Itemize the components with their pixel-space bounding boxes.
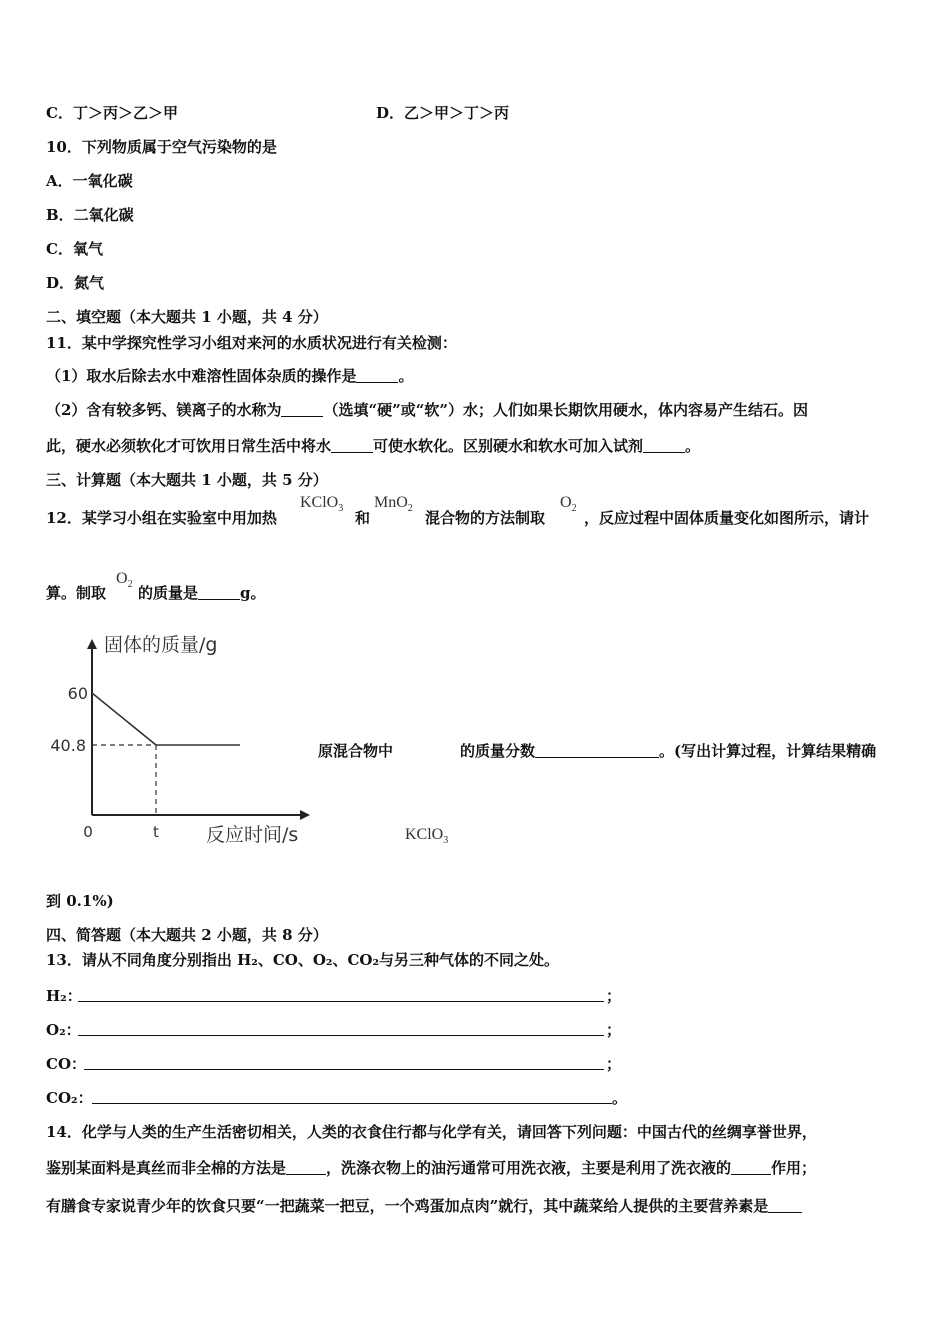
q13-row-co-end: ； [606,1055,622,1073]
formula-kclo3-b-base: KClO [405,826,444,843]
q11-part2-text-a: （2）含有较多钙、镁离子的水称为 [46,401,282,419]
q12-text-a: 12．某学习小组在实验室中用加热 [46,509,277,527]
q14-line2-c: 作用； [771,1159,817,1177]
formula-kclo3-sub: 3 [338,503,344,515]
formula-kclo3 [300,494,343,514]
answer-line-co[interactable] [84,1069,604,1070]
q13-row-co-label: CO： [46,1055,87,1073]
answer-blank[interactable] [768,1198,802,1213]
q11-part2 [46,400,808,420]
origin-label: 0 [83,823,93,841]
answer-line-co2[interactable] [92,1103,612,1104]
q12-right-a: 原混合物中 [318,742,394,760]
q13-row-o2-end: ； [606,1021,622,1039]
q12-text-d: ，反应过程中固体质量变化如图所示，请计 [584,509,870,527]
q13-row-co2-end: 。 [612,1089,628,1107]
q10-stem: 10．下列物质属于空气污染物的是 [46,138,277,156]
formula-mno2 [374,494,413,514]
q13-row-h2-end: ； [606,987,622,1005]
formula-o2-base: O [560,494,572,511]
x-tick-label: t [153,823,159,841]
q11-part1-end: 。 [398,367,414,385]
formula-o2-b-sub: 2 [127,579,133,591]
q11-part2-text-b: （选填“硬”或“软”）水；人们如果长期饮用硬水，体内容易产生结石。因 [323,401,808,419]
formula-o2-sub: 2 [571,503,577,515]
q14-line3-text: 有膳食专家说青少年的饮食只要“一把蔬菜一把豆，一个鸡蛋加点肉”就行，其中蔬菜给人提供的主要营养素是 [46,1197,769,1215]
answer-blank[interactable] [286,1160,326,1175]
q11-part3-end: 。 [685,437,701,455]
q10-option-c: C．氧气 [46,240,103,258]
q12-line2-b [138,583,266,603]
q13-row-o2-label: O₂： [46,1021,81,1039]
q11-part1-text: （1）取水后除去水中难溶性固体杂质的操作是 [46,367,357,385]
q14-line1: 14．化学与人类的生产生活密切相关，人类的衣食住行都与化学有关，请回答下列问题：中国古代的丝绸享誉世界， [46,1123,817,1141]
q14-line2 [46,1158,816,1178]
q11-stem: 11．某中学探究性学习小组对来河的水质状况进行有关检测： [46,334,457,352]
x-axis-arrow [300,810,310,820]
decreasing-segment [92,693,156,745]
q9-option-c: C．丁＞丙＞乙＞甲 [46,104,178,122]
section-3-title: 三、计算题（本大题共 1 小题，共 5 分） [46,471,328,489]
q12-line2-a: 算。制取 [46,584,107,602]
answer-blank[interactable] [281,402,323,417]
q14-line3 [46,1196,802,1216]
answer-blank[interactable] [643,438,685,453]
answer-line-o2[interactable] [78,1035,604,1036]
q11-part1 [46,366,413,386]
q10-option-a: A．一氧化碳 [46,172,133,190]
q12-line2-c-text: g。 [240,584,266,602]
section-2-title: 二、填空题（本大题共 1 小题，共 4 分） [46,308,328,326]
q11-part3-text-a: 此，硬水必须软化才可饮用日常生活中将水 [46,437,332,455]
q12-right-b [460,741,876,761]
answer-blank[interactable] [331,438,373,453]
formula-mno2-base: MnO [374,494,408,511]
y-tick-label: 60 [67,684,88,703]
formula-kclo3-base: KClO [300,494,339,511]
q13-row-co2-label: CO₂： [46,1089,93,1107]
q12-right-b-text: 的质量分数 [460,742,536,760]
q12-right-c-text: 。(写出计算过程，计算结果精确 [659,742,877,760]
x-axis-label: 反应时间/s [206,824,299,846]
answer-blank[interactable] [356,368,398,383]
formula-mno2-sub: 2 [407,503,413,515]
answer-blank[interactable] [731,1160,771,1175]
q14-line2-b: ，洗涤衣物上的油污通常可用洗衣液，主要是利用了洗衣液的 [326,1159,732,1177]
q9-option-d: D．乙＞甲＞丁＞丙 [376,104,510,122]
q13-row-h2-label: H₂： [46,987,82,1005]
q10-option-d: D．氮气 [46,274,105,292]
formula-o2 [560,494,577,514]
mass-time-chart [40,625,330,850]
formula-o2-b [116,570,133,590]
formula-kclo3-b-sub: 3 [443,835,449,847]
section-4-title: 四、简答题（本大题共 2 小题，共 8 分） [46,926,328,944]
answer-line-h2[interactable] [78,1001,604,1002]
q12-text-c: 混合物的方法制取 [425,509,546,527]
q10-option-b: B．二氧化碳 [46,206,134,224]
q12-text-b: 和 [355,509,371,527]
formula-kclo3-b [405,826,448,846]
answer-blank[interactable] [535,743,659,758]
q12-line2-b-text: 的质量是 [138,584,199,602]
q14-line2-a: 鉴别某面料是真丝而非全棉的方法是 [46,1159,287,1177]
q11-part3-text-b: 可使水软化。区别硬水和软水可加入试剂 [373,437,644,455]
y-axis-label: 固体的质量/g [104,634,218,656]
q12-tail: 到 0.1%) [46,892,114,910]
y-tick-label: 40.8 [50,736,86,755]
q13-stem: 13．请从不同角度分别指出 H₂、CO、O₂、CO₂与另三种气体的不同之处。 [46,951,560,969]
y-axis-arrow [87,639,97,649]
answer-blank[interactable] [198,585,240,600]
formula-o2-b-base: O [116,570,128,587]
q11-part3 [46,436,700,456]
